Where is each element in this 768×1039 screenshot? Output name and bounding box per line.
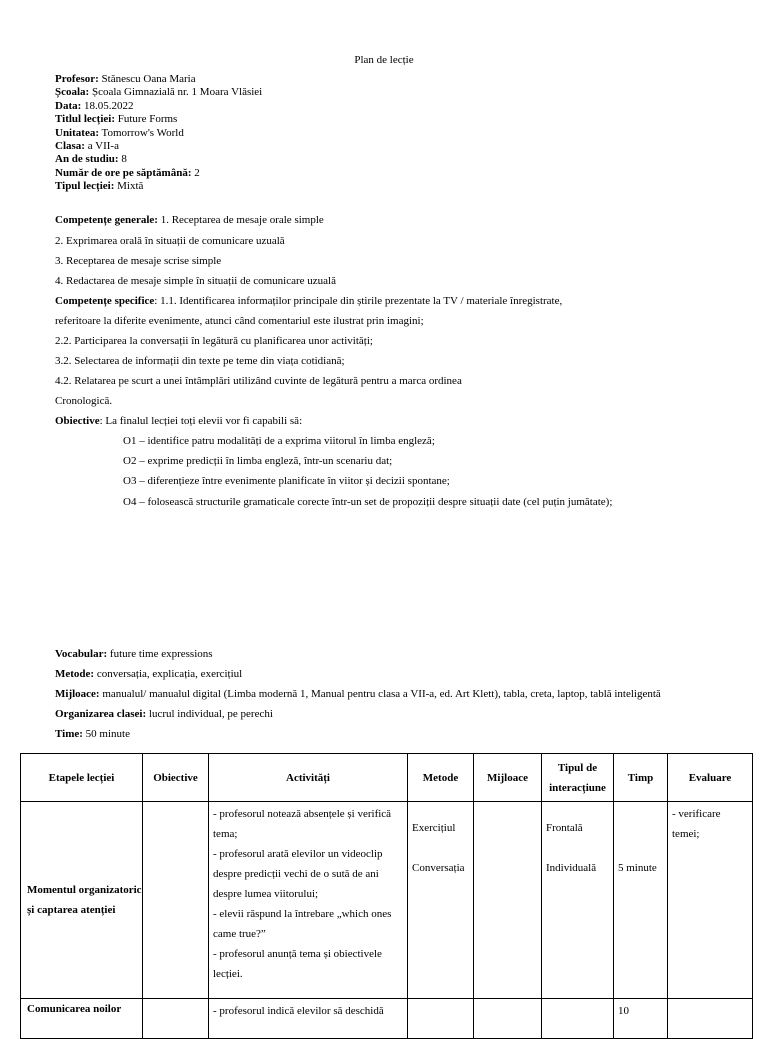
- header-row-unit: Unitatea: Tomorrow's World: [55, 126, 184, 139]
- lesson-stages-table: [20, 753, 753, 1039]
- interaction-cell: [542, 999, 614, 1039]
- objective-item: O3 – diferențieze între evenimente planificate în viitor și decizii spontane;: [123, 475, 450, 487]
- objectives-cell: [143, 802, 209, 999]
- specific-competence-item: Cronologică.: [55, 395, 113, 407]
- column-header: Etapele lecției: [21, 754, 143, 802]
- header-info: [55, 73, 262, 194]
- methods-cell: [408, 999, 474, 1039]
- column-header: Mijloace: [474, 754, 542, 802]
- time-cell: 10: [614, 999, 668, 1039]
- table-row: [21, 802, 753, 999]
- general-competence-item: 4. Redactarea de mesaje simple în situații de comunicare uzuală: [55, 275, 336, 287]
- specific-competence-item: 2.2. Participarea la conversații în legătură cu planificarea unor activități;: [55, 335, 373, 347]
- stage-cell: Comunicarea noilor: [21, 999, 143, 1039]
- header-row-lesson-type: Tipul lecției: Mixtă: [55, 180, 144, 193]
- table-row: [21, 999, 753, 1039]
- general-competences: Competențe generale: 1. Receptarea de mesaje orale simple: [55, 214, 324, 226]
- evaluation-cell: [668, 999, 753, 1039]
- methods-cell: Exercițiul Conversația: [408, 802, 474, 999]
- general-competence-item: 3. Receptarea de mesaje scrise simple: [55, 255, 222, 267]
- column-header: Timp: [614, 754, 668, 802]
- detail-class-organization: Organizarea clasei: lucrul individual, pe perechi: [55, 708, 273, 720]
- resources-cell: [474, 999, 542, 1039]
- detail-vocabulary: Vocabular: future time expressions: [55, 648, 213, 660]
- column-header: Activități: [209, 754, 408, 802]
- detail-methods: Metode: conversația, explicația, exercițiul: [55, 668, 243, 680]
- specific-competence-continuation: referitoare la diferite evenimente, atunci când comentariul este ilustrat prin imagini;: [55, 315, 424, 327]
- header-row-hours: Număr de ore pe săptămână: 2: [55, 166, 200, 179]
- specific-competences: Competențe specifice: 1.1. Identificarea informaților principale din știrile prezentate la TV / materiale înregistrate,: [55, 295, 563, 307]
- detail-resources: Mijloace: manualul/ manualul digital (Limba modernă 1, Manual pentru clasa a VII-a, ed. Art Klett), tabla, creta, laptop, tablă inteligentă: [55, 688, 661, 700]
- stage-cell: Momentul organizatoric și captarea atenției: [21, 802, 143, 999]
- header-row-date: Data: 18.05.2022: [55, 99, 134, 112]
- column-header: Tipul de interacțiune: [542, 754, 614, 802]
- detail-time: Time: 50 minute: [55, 728, 130, 740]
- objective-item: O1 – identifice patru modalități de a exprima viitorul în limba engleză;: [123, 435, 435, 447]
- objectives: Obiective: La finalul lecției toți elevii vor fi capabili să:: [55, 415, 303, 427]
- activities-cell: - profesorul notează absențele și verifică tema; - profesorul arată elevilor un videoclip despre predicții vechi de o sută de ani despre lumea viitorului; - elevii răspund la întrebare „which ones came true?” - profesorul anunță tema și obiectivele lecției.: [209, 802, 408, 999]
- column-header: Metode: [408, 754, 474, 802]
- objectives-cell: [143, 999, 209, 1039]
- evaluation-cell: - verificare temei;: [668, 802, 753, 999]
- specific-competence-item: 4.2. Relatarea pe scurt a unei întâmplări utilizând cuvinte de legătură pentru a marca ordinea: [55, 375, 462, 387]
- column-header: Obiective: [143, 754, 209, 802]
- resources-cell: [474, 802, 542, 999]
- table-header-row: [21, 754, 753, 802]
- column-header: Evaluare: [668, 754, 753, 802]
- document-title: Plan de lecție: [354, 54, 414, 66]
- header-row-lesson-title: Titlul lecției: Future Forms: [55, 113, 178, 126]
- specific-competence-item: 3.2. Selectarea de informații din texte pe teme din viața cotidiană;: [55, 355, 345, 367]
- general-competence-item: 2. Exprimarea orală în situații de comunicare uzuală: [55, 235, 285, 247]
- interaction-cell: Frontală Individuală: [542, 802, 614, 999]
- header-row-school: Școala: Școala Gimnazială nr. 1 Moara Vlăsiei: [55, 86, 263, 99]
- header-row-study-year: An de studiu: 8: [55, 153, 127, 166]
- time-cell: 5 minute: [614, 802, 668, 999]
- activities-cell: - profesorul indică elevilor să deschidă: [209, 999, 408, 1039]
- header-row-class: Clasa: a VII-a: [55, 140, 119, 153]
- objective-item: O4 – folosească structurile gramaticale corecte într-un set de propoziții despre situații date (cel puțin jumătate);: [123, 496, 613, 508]
- objective-item: O2 – exprime predicții în limba engleză, într-un scenariu dat;: [123, 455, 393, 467]
- header-row-teacher: Profesor: Stănescu Oana Maria: [55, 73, 196, 85]
